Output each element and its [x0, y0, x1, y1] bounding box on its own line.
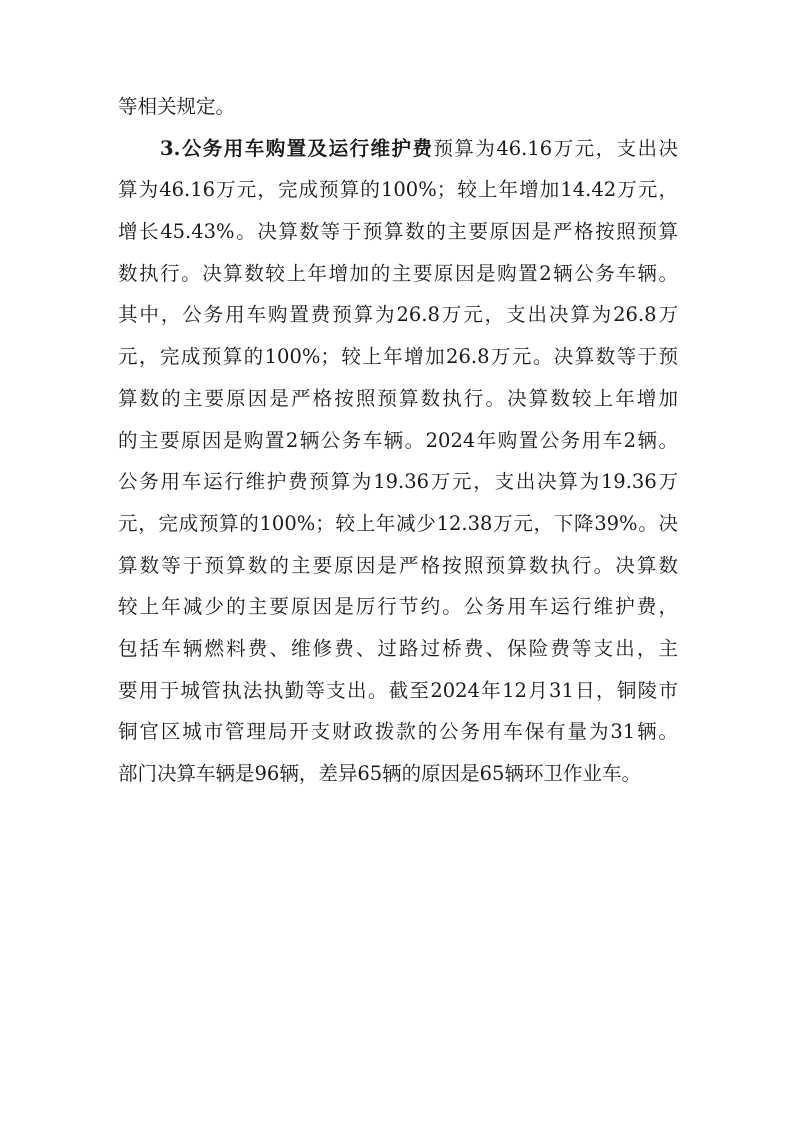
paragraph-line: 部门决算车辆是96辆，差异65辆的原因是65辆环卫作业车。: [118, 762, 641, 785]
paragraph-line: 的主要原因是购置2辆公务车辆。2024年购置公务用车2辆。: [118, 428, 678, 452]
paragraph-line: [118, 128, 678, 170]
paragraph-line: 算数等于预算数的主要原因是严格按照预算数执行。决算数: [118, 553, 678, 577]
paragraph-line-text: 预算为46.16万元，支出决: [433, 136, 678, 160]
paragraph-line: 较上年减少的主要原因是厉行节约。公务用车运行维护费，: [118, 595, 678, 619]
body-text: [118, 86, 678, 795]
paragraph-line: 算数的主要原因是严格按照预算数执行。决算数较上年增加: [118, 386, 678, 410]
paragraph-line: 算为46.16万元，完成预算的100%；较上年增加14.42万元，: [118, 178, 678, 202]
paragraph-line: 增长45.43%。决算数等于预算数的主要原因是严格按照预算: [118, 220, 678, 244]
section-heading: 3.公务用车购置及运行维护费: [160, 136, 434, 160]
paragraph-line: 要用于城管执法执勤等支出。截至2024年12月31日，铜陵市: [118, 678, 678, 702]
paragraph-line: 包括车辆燃料费、维修费、过路过桥费、保险费等支出，主: [118, 636, 678, 660]
paragraph-line: 铜官区城市管理局开支财政拨款的公务用车保有量为31辆。: [118, 720, 678, 744]
paragraph-line: 等相关规定。: [118, 95, 236, 118]
paragraph-line: 其中，公务用车购置费预算为26.8万元，支出决算为26.8万: [118, 303, 678, 327]
paragraph-line: 元，完成预算的100%；较上年减少12.38万元，下降39%。决: [118, 511, 678, 535]
paragraph-line: 元，完成预算的100%；较上年增加26.8万元。决算数等于预: [118, 345, 678, 369]
paragraph-line: 数执行。决算数较上年增加的主要原因是购置2辆公务车辆。: [118, 261, 678, 285]
paragraph-line: 公务用车运行维护费预算为19.36万元，支出决算为19.36万: [118, 470, 678, 494]
